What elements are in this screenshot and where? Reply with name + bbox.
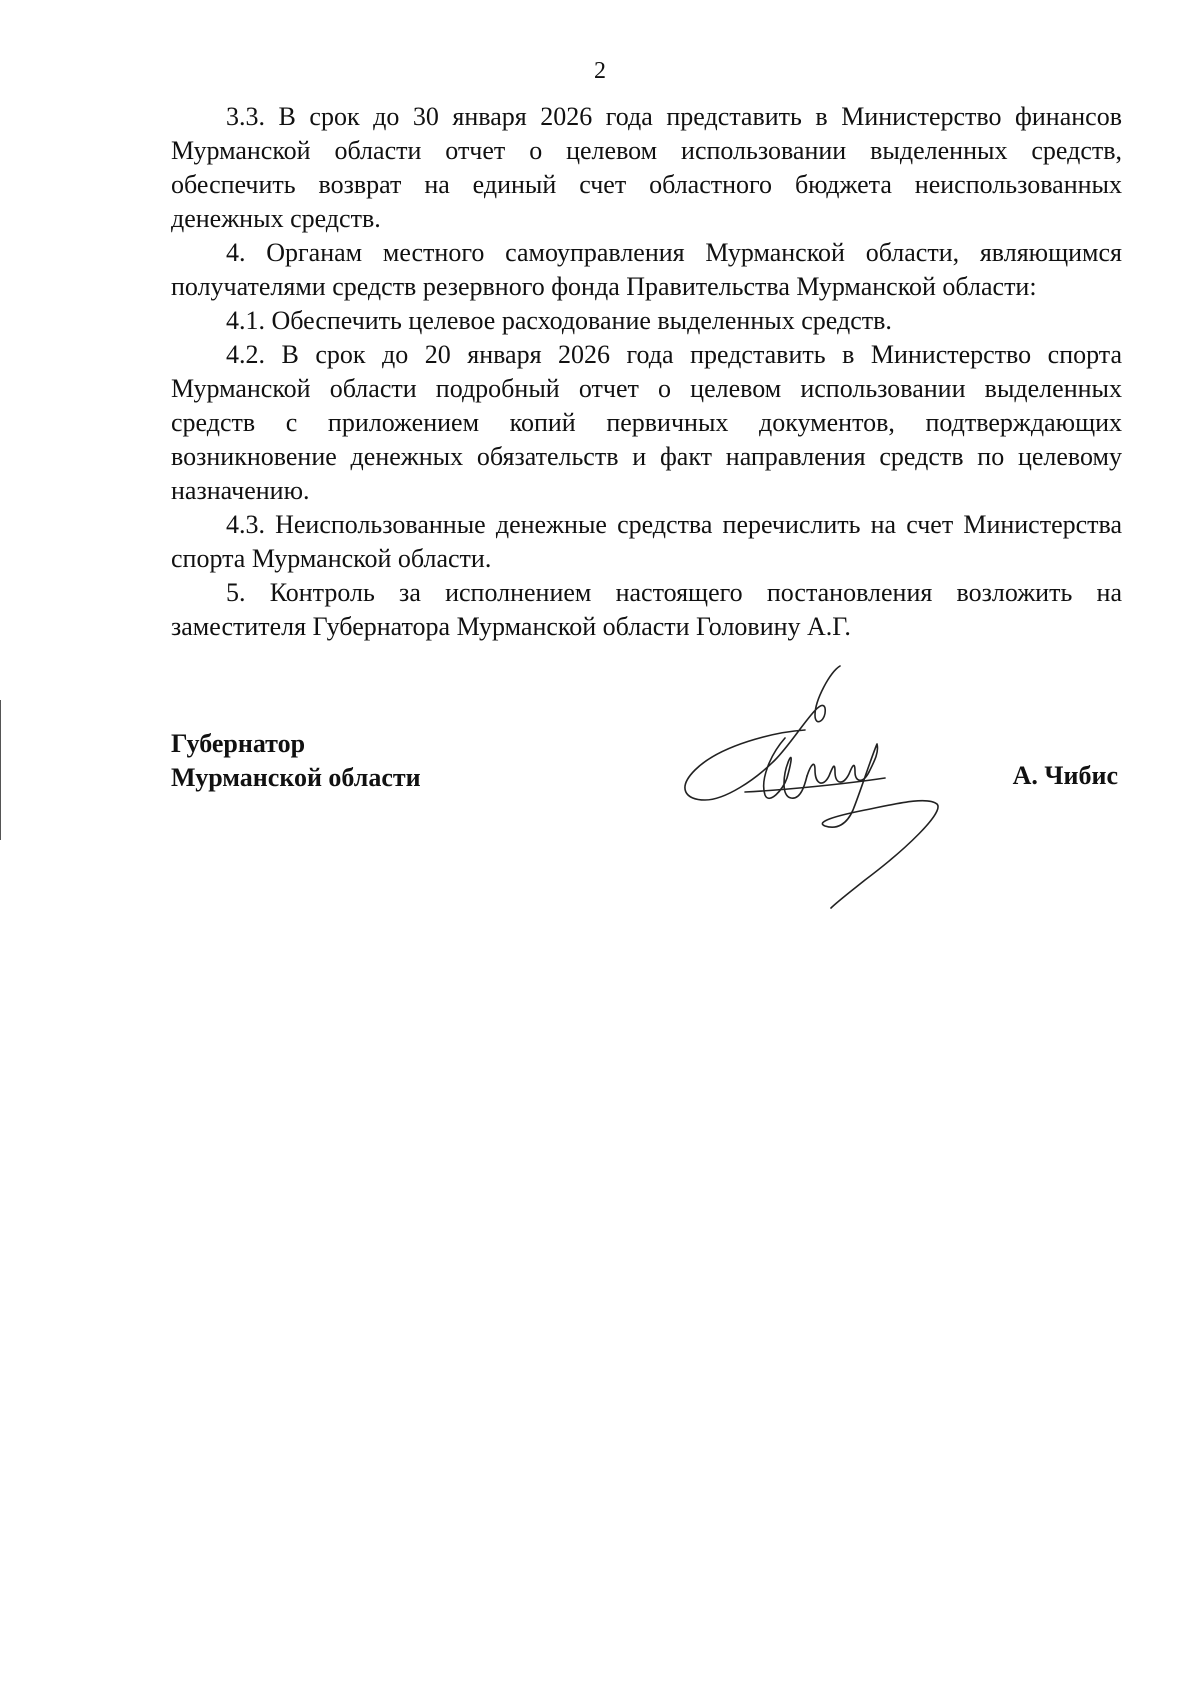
paragraph-5: 5. Контроль за исполнением настоящего постановления возложить на заместителя Губернатора Мурманской области Головину А.Г. bbox=[171, 578, 1122, 641]
scan-edge-mark bbox=[0, 700, 4, 840]
paragraph-4-1: 4.1. Обеспечить целевое расходование выделенных средств. bbox=[226, 306, 892, 335]
handwritten-signature bbox=[665, 660, 955, 910]
paragraph-3-3: 3.3. В срок до 30 января 2026 года представить в Министерство финансов Мурманской области отчет о целевом использовании выделенных средств, обеспечить возврат на единый счет областного бюджета неиспользованных денежных средств. bbox=[171, 102, 1122, 233]
signatory-name: А. Чибис bbox=[1012, 761, 1118, 790]
paragraph-4-2: 4.2. В срок до 20 января 2026 года представить в Министерство спорта Мурманской области подробный отчет о целевом использовании выделенных средств с приложением копий первичных документов, подтверждающих возникновение денежных обязательств и факт направления средств по целевому назначению. bbox=[171, 340, 1122, 505]
paragraph-4-3: 4.3. Неиспользованные денежные средства перечислить на счет Министерства спорта Мурманской области. bbox=[171, 510, 1122, 573]
document-body bbox=[171, 100, 1122, 644]
signatory-position bbox=[171, 727, 421, 795]
signatory-position-line2: Мурманской области bbox=[171, 763, 421, 792]
page-number: 2 bbox=[594, 58, 606, 84]
signatory-position-line1: Губернатор bbox=[171, 729, 306, 758]
paragraph-4: 4. Органам местного самоуправления Мурманской области, являющимся получателями средств резервного фонда Правительства Мурманской области: bbox=[171, 238, 1122, 301]
